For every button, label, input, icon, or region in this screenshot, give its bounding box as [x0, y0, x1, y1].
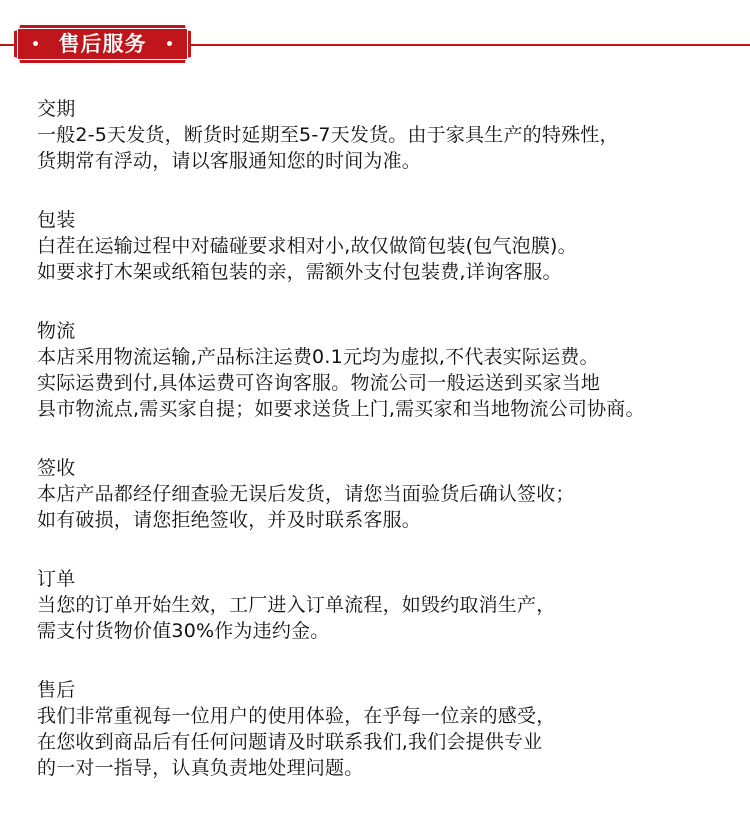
- page-title: 售后服务: [58, 32, 147, 56]
- section-delivery-time: [37, 96, 737, 174]
- section-title: 交期: [37, 98, 76, 120]
- section-order: [37, 566, 737, 644]
- section-text-line: 当您的订单开始生效，工厂进入订单流程，如毁约取消生产，: [37, 594, 556, 616]
- section-text-line: 需支付货物价值30%作为违约金。: [37, 620, 330, 642]
- section-text-line: 本店采用物流运输,产品标注运费0.1元均为虚拟,不代表实际运费。: [37, 346, 599, 368]
- section-text-line: 在您收到商品后有任何问题请及时联系我们,我们会提供专业: [37, 731, 543, 753]
- section-text-line: 如要求打木架或纸箱包装的亲，需额外支付包装费,详询客服。: [37, 261, 562, 283]
- section-text-line: 本店产品都经仔细查验无误后发货，请您当面验货后确认签收；: [37, 483, 575, 505]
- section-title: 订单: [37, 568, 76, 590]
- section-title: 物流: [37, 320, 76, 342]
- title-banner: [14, 25, 191, 63]
- section-receipt: [37, 455, 737, 533]
- service-content: [37, 96, 737, 814]
- section-text-line: 货期常有浮动，请以客服通知您的时间为准。: [37, 150, 422, 172]
- section-after-sales: [37, 677, 737, 781]
- section-text-line: 如有破损，请您拒绝签收，并及时联系客服。: [37, 509, 422, 531]
- header: [0, 0, 750, 80]
- section-title: 签收: [37, 457, 76, 479]
- section-text-line: 白茬在运输过程中对磕碰要求相对小,故仅做简包装(包气泡膜)。: [37, 235, 577, 257]
- section-text-line: 实际运费到付,具体运费可咨询客服。物流公司一般运送到买家当地: [37, 372, 601, 394]
- section-title: 售后: [37, 679, 76, 701]
- section-text-line: 一般2-5天发货，断货时延期至5-7天发货。由于家具生产的特殊性，: [37, 124, 619, 146]
- section-packaging: [37, 207, 737, 285]
- section-logistics: [37, 318, 737, 422]
- section-text-line: 县市物流点,需买家自提；如要求送货上门,需买家和当地物流公司协商。: [37, 398, 645, 420]
- section-title: 包装: [37, 209, 76, 231]
- section-text-line: 的一对一指导，认真负责地处理问题。: [37, 757, 364, 779]
- section-text-line: 我们非常重视每一位用户的使用体验，在乎每一位亲的感受，: [37, 705, 556, 727]
